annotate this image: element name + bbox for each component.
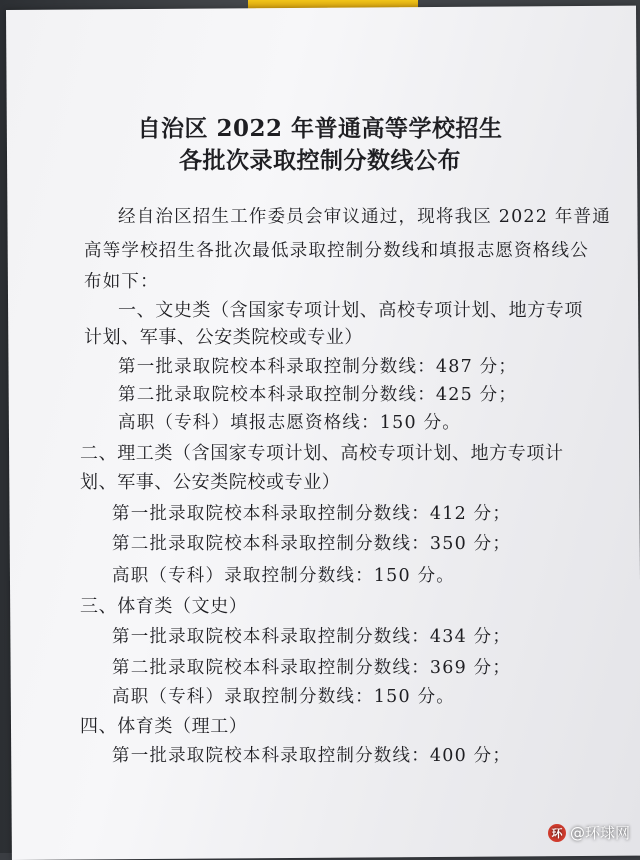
intro-line-3: 布如下： — [84, 272, 159, 292]
section-1-heading-line-1: 一、文史类（含国家专项计划、高校专项计划、地方专项 — [118, 300, 583, 321]
section-1-item-3: 高职（专科）填报志愿资格线：150 分。 — [118, 413, 461, 433]
intro-line-2: 高等学校招生各批次最低录取控制分数线和填报志愿资格线公 — [84, 241, 589, 261]
section-2-item-2: 第二批录取院校本科录取控制分数线：350 分； — [112, 534, 512, 554]
section-1-item-2: 第二批录取院校本科录取控制分数线：425 分； — [118, 385, 518, 405]
watermark-text: @环球网 — [569, 824, 630, 842]
section-4-item-1: 第一批录取院校本科录取控制分数线：400 分； — [112, 746, 512, 766]
section-3-item-2: 第二批录取院校本科录取控制分数线：369 分； — [112, 658, 512, 678]
section-3-item-1: 第一批录取院校本科录取控制分数线：434 分； — [112, 627, 512, 647]
section-2-item-3: 高职（专科）录取控制分数线：150 分。 — [112, 566, 455, 586]
intro-line-1: 经自治区招生工作委员会审议通过，现将我区 2022 年普通 — [118, 207, 611, 227]
section-3-heading: 三、体育类（文史） — [80, 596, 248, 617]
huanqiu-logo-icon: 环 — [548, 824, 566, 842]
section-3-item-3: 高职（专科）录取控制分数线：150 分。 — [112, 687, 455, 707]
section-1-item-1: 第一批录取院校本科录取控制分数线：487 分； — [118, 357, 518, 377]
section-2-item-1: 第一批录取院校本科录取控制分数线：412 分； — [112, 504, 512, 524]
document-title-line-1: 自治区 2022 年普通高等学校招生 — [137, 115, 503, 142]
section-2-heading-line-2: 划、军事、公安类院校或专业） — [80, 472, 341, 493]
section-1-heading-line-2: 计划、军事、公安类院校或专业） — [84, 327, 363, 348]
document-title-line-2: 各批次录取控制分数线公布 — [179, 147, 461, 174]
section-4-heading: 四、体育类（理工） — [80, 716, 248, 737]
section-2-heading-line-1: 二、理工类（含国家专项计划、高校专项计划、地方专项计 — [80, 443, 564, 464]
source-watermark — [548, 822, 630, 843]
